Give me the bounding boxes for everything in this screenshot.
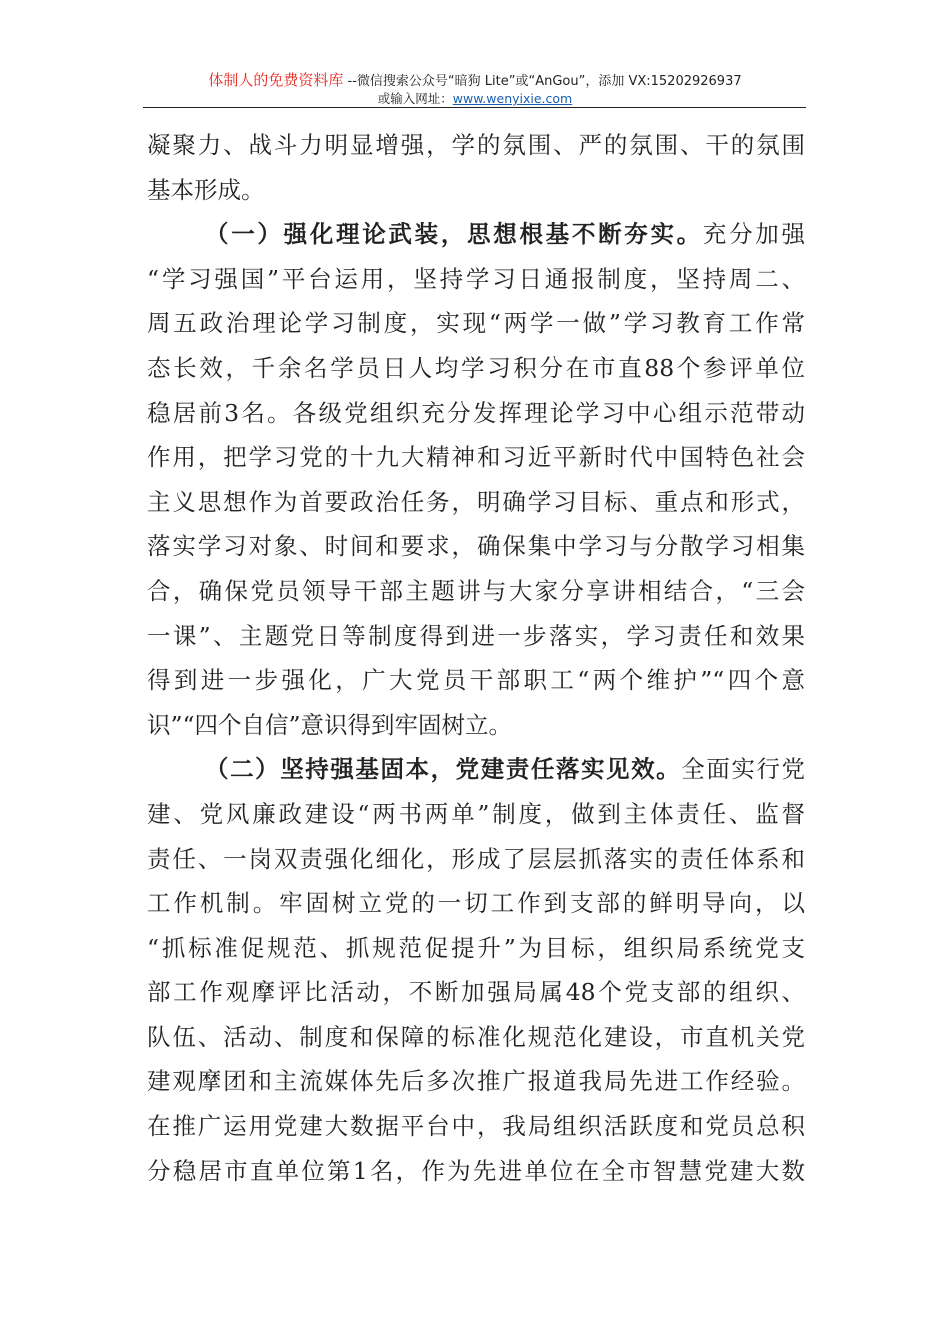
text-line: 工作机制。牢固树立党的一切工作到支部的鲜明导向，以	[147, 889, 805, 918]
text-span: 全面实行党	[681, 755, 806, 784]
text-span: 充分加强	[702, 220, 806, 249]
text-line: 合，确保党员领导干部主题讲与大家分享讲相结合，“三会	[147, 576, 805, 605]
text-line: “学习强国”平台运用，坚持学习日通报制度，坚持周二、	[147, 264, 805, 293]
url-prefix: 或输入网址：	[377, 91, 453, 106]
section-heading-line	[147, 216, 805, 261]
text-line: 作用，把学习党的十九大精神和习近平新时代中国特色社会	[147, 443, 805, 472]
text-line: 基本形成。	[147, 175, 265, 204]
text-line: 落实学习对象、时间和要求，确保集中学习与分散学习相集	[147, 532, 805, 561]
promo-text: --微信搜索公众号“暗狗 Lite”或“AnGou”，添加 VX:15202926937	[343, 74, 742, 89]
text-line: 在推广运用党建大数据平台中，我局组织活跃度和党员总积	[147, 1112, 805, 1141]
text-line: 稳居前3名。各级党组织充分发挥理论学习中心组示范带动	[147, 398, 805, 427]
text-line: 凝聚力、战斗力明显增强，学的氛围、严的氛围、干的氛围	[147, 131, 805, 159]
text-line: 态长效，千余名学员日人均学习积分在市直88个参评单位	[147, 353, 805, 382]
section-heading: （二）坚持强基固本，党建责任落实见效。	[205, 755, 682, 784]
text-line: 识”“四个自信”意识得到牢固树立。	[147, 710, 513, 739]
header-rule	[143, 107, 806, 108]
text-line: 主义思想作为首要政治任务，明确学习目标、重点和形式，	[147, 487, 805, 516]
text-line: 得到进一步强化，广大党员干部职工“两个维护”“四个意	[147, 666, 805, 695]
url-line	[0, 89, 950, 107]
text-line: 部工作观摩评比活动，不断加强局属48个党支部的组织、	[147, 978, 805, 1007]
document-body	[147, 127, 805, 1197]
text-line: 周五政治理论学习制度，实现“两学一做”学习教育工作常	[147, 309, 805, 338]
brand-text: 体制人的免费资料库	[208, 71, 344, 89]
section-heading: （一）强化理论武装，思想根基不断夯实。	[205, 220, 703, 249]
text-line: 建观摩团和主流媒体先后多次推广报道我局先进工作经验。	[147, 1067, 805, 1096]
text-line: 责任、一岗双责强化细化，形成了层层抓落实的责任体系和	[147, 844, 805, 873]
website-link[interactable]: www.wenyixie.com	[452, 91, 573, 106]
text-line: 建、党风廉政建设“两书两单”制度，做到主体责任、监督	[147, 799, 805, 828]
text-line: 一课”、主题党日等制度得到进一步落实，学习责任和效果	[147, 621, 805, 650]
section-heading-line	[147, 751, 805, 796]
watermark-header	[0, 69, 950, 90]
text-line: 队伍、活动、制度和保障的标准化规范化建设，市直机关党	[147, 1022, 805, 1051]
text-line: 分稳居市直单位第1名，作为先进单位在全市智慧党建大数	[147, 1156, 805, 1185]
text-line: “抓标准促规范、抓规范促提升”为目标，组织局系统党支	[147, 933, 805, 962]
